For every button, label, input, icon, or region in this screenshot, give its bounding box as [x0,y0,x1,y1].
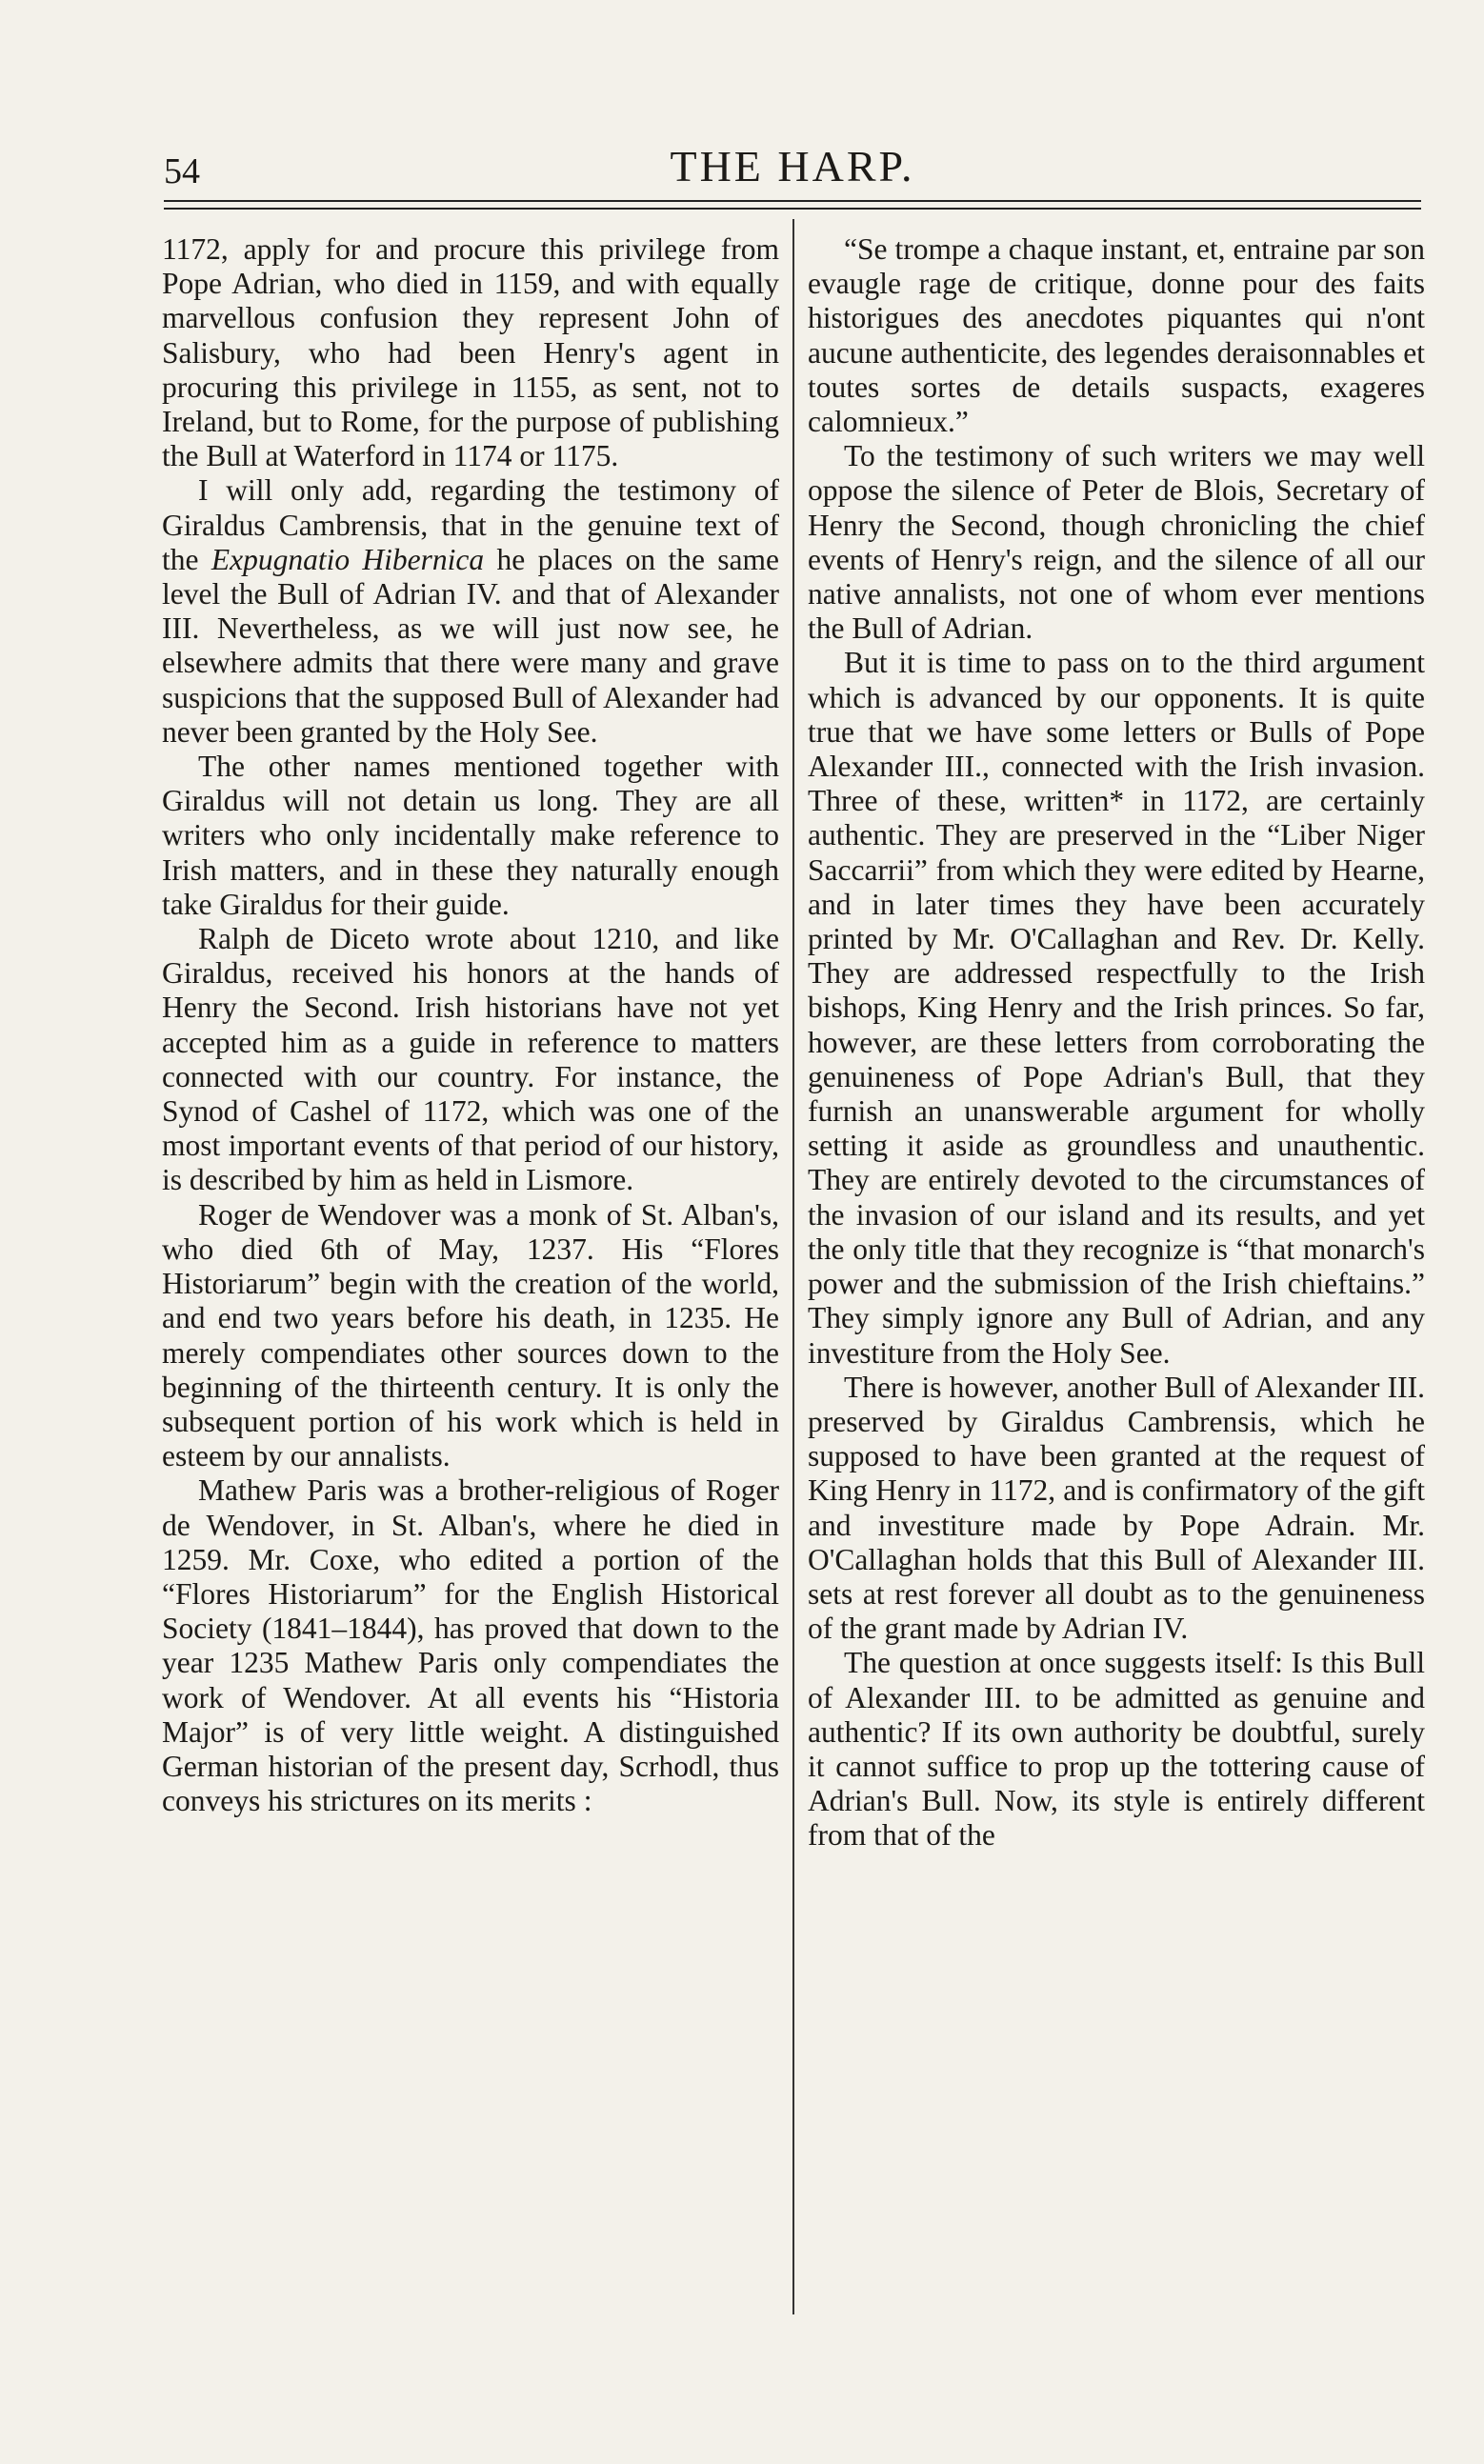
page-header [164,141,1421,198]
left-paragraph-2-text-b: he places on the same level the Bull of Adrian IV. and that of Alexander III. Nevertheless, as we will just now see, he elsewhere admits that there were many and grave suspicions that the supposed Bull of Alexander had never been granted by the Holy See. [162,542,779,749]
left-paragraph-6: Mathew Paris was a brother-religious of Roger de Wendover, in St. Alban's, where he died in 1259. Mr. Coxe, who edited a portion of the “Flores Historiarum” for the English Historical Society (1841–1844), has proved that down to the year 1235 Mathew Paris only compendiates the work of Wendover. At all events his “Historia Major” is of very little weight. A distinguished German historian of the present day, Scrhodl, thus conveys his strictures on its merits : [162,1473,779,1818]
left-paragraph-2-text-a: I will only add, regarding the testimony of Giraldus Cambrensis, that in the genuine text of the [162,473,779,576]
right-paragraph-1: To the testimony of such writers we may well oppose the silence of Peter de Blois, Secretary of Henry the Second, though chronicling the chief events of Henry's reign, and the silence of all our native annalists, not one of whom ever mentions the Bull of Adrian. [808,439,1425,646]
right-column [808,232,1425,2309]
running-title: THE HARP. [670,142,915,190]
left-column [162,232,779,2309]
left-paragraph-5: Roger de Wendover was a monk of St. Alban's, who died 6th of May, 1237. His “Flores Historiarum” begin with the creation of the world, and end two years before his death, in 1235. He merely compendiates other sources down to the beginning of the thirteenth century. It is only the subsequent portion of his work which is held in esteem by our annalists. [162,1197,779,1473]
column-divider [792,219,794,2314]
left-paragraph-2-italic-title: Expugnatio Hibernica [211,542,485,576]
page-number: 54 [164,151,200,191]
right-paragraph-2: But it is time to pass on to the third argument which is advanced by our opponents. It is quite true that we have some letters or Bulls of Pope Alexander III., connected with the Irish invasion. Three of these, written* in 1172, are certainly authentic. They are preserved in the “Liber Niger Saccarrii” from which they were edited by Hearne, and in later times they have been accurately printed by Mr. O'Callaghan and Rev. Dr. Kelly. They are addressed respectfully to the Irish bishops, King Henry and the Irish princes. So far, however, are these letters from corroborating the genuineness of Pope Adrian's Bull, that they furnish an unanswerable argument for wholly setting it aside as groundless and unauthentic. They are entirely devoted to the circumstances of the invasion of our island and its results, and yet the only title that they recognize is “that monarch's power and the submission of the Irish chieftains.” They simply ignore any Bull of Adrian, and any investiture from the Holy See. [808,646,1425,1370]
left-paragraph-2 [162,473,779,750]
header-rule-bottom [164,208,1421,210]
left-paragraph-1: 1172, apply for and procure this privilege from Pope Adrian, who died in 1159, and with equally marvellous confusion they represent John of Salisbury, who had been Henry's agent in procuring this privilege in 1155, as sent, not to Ireland, but to Rome, for the purpose of publishing the Bull at Waterford in 1174 or 1175. [162,232,779,473]
right-paragraph-3: There is however, another Bull of Alexander III. preserved by Giraldus Cambrensis, which he supposed to have been granted at the request of King Henry in 1172, and is confirmatory of the gift and investiture made by Pope Adrain. Mr. O'Callaghan holds that this Bull of Alexander III. sets at rest forever all doubt as to the genuineness of the grant made by Adrian IV. [808,1370,1425,1646]
header-rule-top [164,200,1421,202]
right-quote: “Se trompe a chaque instant, et, entraine par son evaugle rage de critique, donne pour des faits historigues des anecdotes piquantes qui n'ont aucune authenticite, des legendes deraisonnables et toutes sortes de details suspacts, exageres calomnieux.” [808,232,1425,439]
left-paragraph-4: Ralph de Diceto wrote about 1210, and like Giraldus, received his honors at the hands of Henry the Second. Irish historians have not yet accepted him as a guide in reference to matters connected with our country. For instance, the Synod of Cashel of 1172, which was one of the most important events of that period of our history, is described by him as held in Lismore. [162,922,779,1197]
left-paragraph-3: The other names mentioned together with Giraldus will not detain us long. They are all writers who only incidentally make reference to Irish matters, and in these they naturally enough take Giraldus for their guide. [162,750,779,921]
right-paragraph-4: The question at once suggests itself: Is this Bull of Alexander III. to be admitted as genuine and authentic? If its own authority be doubtful, surely it cannot suffice to prop up the tottering cause of Adrian's Bull. Now, its style is entirely different from that of the [808,1646,1425,1853]
